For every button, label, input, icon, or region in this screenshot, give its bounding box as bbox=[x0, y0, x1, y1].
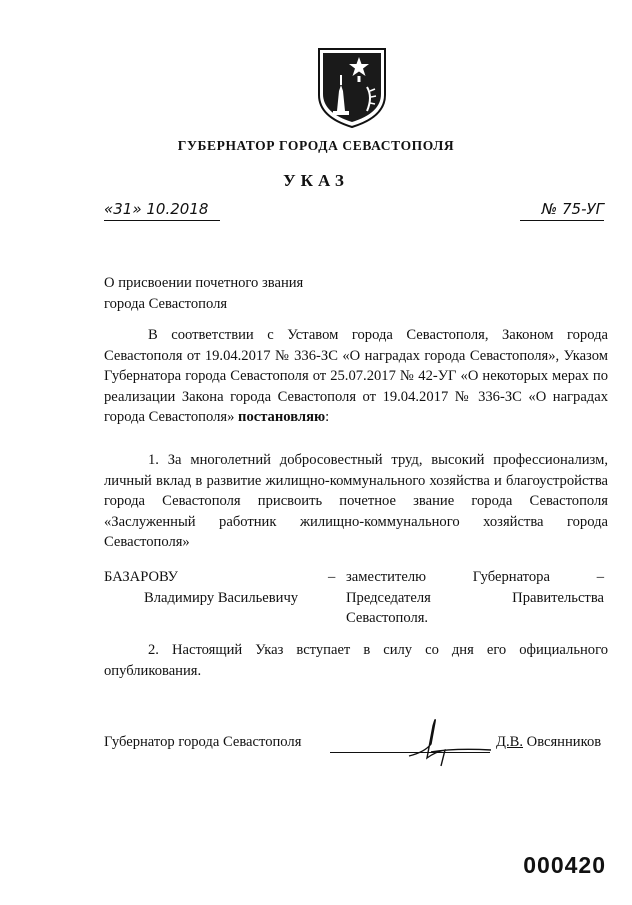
signatory-title: Губернатор города Севастополя bbox=[104, 734, 302, 750]
award-paragraph: 1. За многолетний добросовестный труд, высокий профессионализм, личный вклад в развитие жилищно-коммунального хозяйства и благоустройства города Севастополя присвоить почетное звание города Севастополя «Заслуженный работник жилищно-коммунального хозяйства города Севастополя» bbox=[104, 452, 608, 550]
serial-number: 000420 bbox=[523, 852, 606, 878]
decree-subject bbox=[104, 273, 404, 314]
subject-line-2: города Севастополя bbox=[104, 295, 228, 312]
handwritten-signature bbox=[405, 712, 495, 772]
awardee-dash: – bbox=[328, 569, 336, 585]
effect-paragraph: 2. Настоящий Указ вступает в силу со дня его официального опубликования. bbox=[104, 642, 608, 679]
sevastopol-coat-of-arms bbox=[317, 45, 387, 129]
preamble-paragraph bbox=[104, 325, 608, 428]
signatory-name bbox=[496, 732, 601, 753]
position-line-1: заместителю Губернатора – bbox=[346, 569, 604, 585]
awardee-position bbox=[346, 567, 604, 629]
awardee-given-names: Владимиру Васильевичу bbox=[144, 589, 299, 606]
position-line-3: Севастополя. bbox=[346, 610, 429, 626]
awardee-surname: БАЗАРОВУ bbox=[104, 569, 178, 585]
preamble-text: В соответствии с Уставом города Севастополя, Законом города Севастополя от 19.04.2017 № 336-ЗС «О наградах города Севастополя», Указом Губернатора города Севастополя от 25.07.2017 № 42-УГ «О некоторых мерах по реализации Закона города Севастополя от 19.04.2017 № 336-ЗС «О наградах города Севастополя» bbox=[104, 327, 608, 425]
document-type: УКАЗ bbox=[283, 171, 349, 190]
signatory-initials: Д.В. bbox=[496, 734, 523, 750]
issuer-title: ГУБЕРНАТОР ГОРОДА СЕВАСТОПОЛЯ bbox=[177, 138, 455, 153]
signatory-surname: Овсянников bbox=[523, 734, 602, 750]
subject-line-1: О присвоении почетного звания bbox=[104, 275, 304, 291]
position-line-2: Председателя Правительства bbox=[346, 589, 604, 606]
decree-date: «31» 10.2018 bbox=[104, 200, 220, 221]
preamble-end: : bbox=[325, 409, 330, 425]
decree-number: № 75-УГ bbox=[520, 200, 604, 221]
awardee-name bbox=[104, 567, 314, 608]
resolution-word: постановляю bbox=[238, 409, 326, 425]
